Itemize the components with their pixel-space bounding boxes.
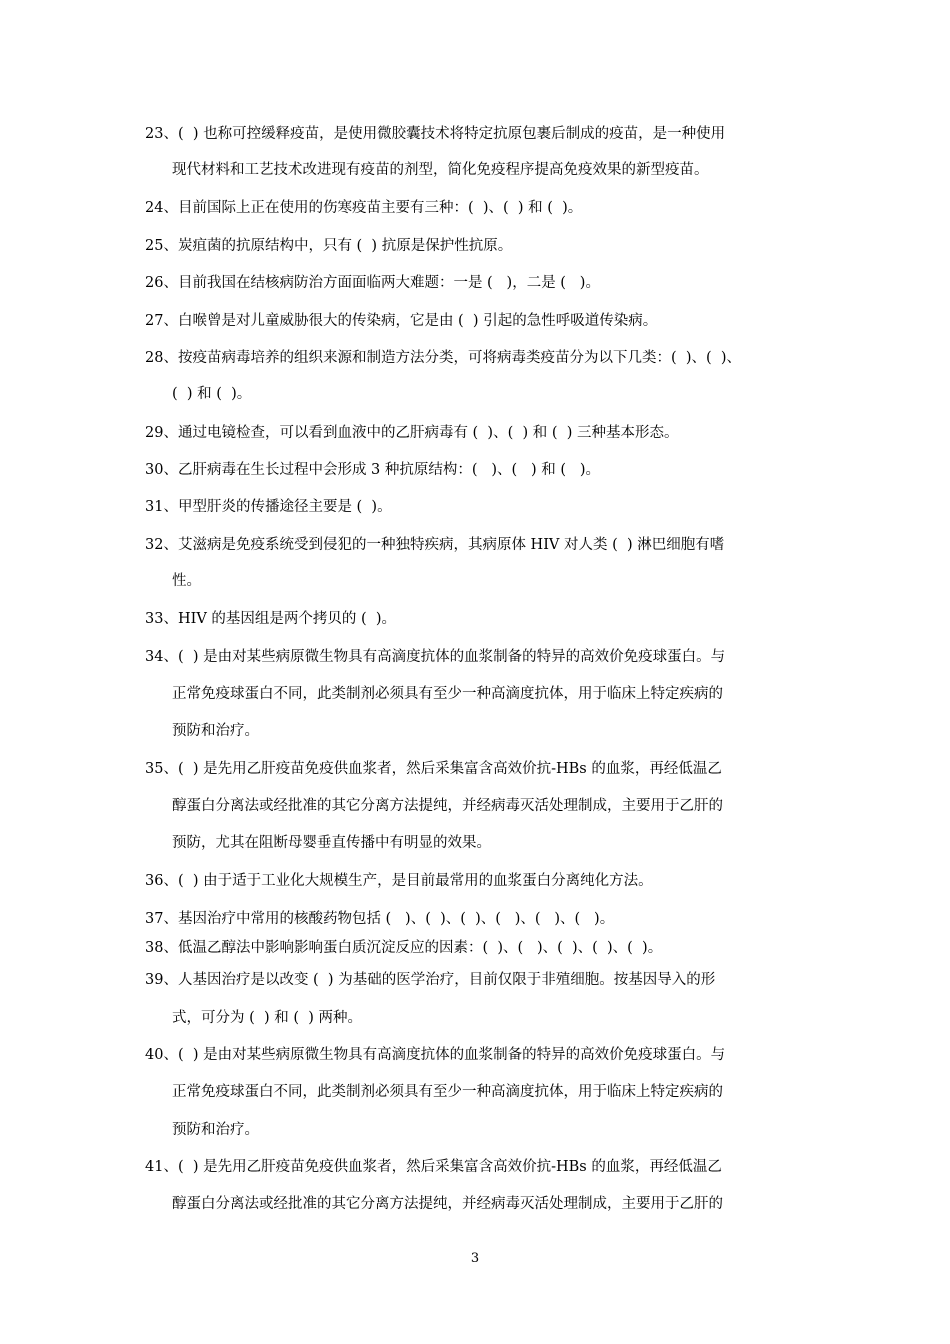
question-line: 35、( ) 是先用乙肝疫苗免疫供血浆者，然后采集富含高效价抗-HBs 的血浆，再经低温乙 xyxy=(145,761,722,777)
page-number: 3 xyxy=(470,1251,480,1266)
question-line: 正常免疫球蛋白不同，此类制剂必须具有至少一种高滴度抗体，用于临床上特定疾病的 xyxy=(172,686,723,702)
question-line: 式，可分为 ( ) 和 ( ) 两种。 xyxy=(172,1010,363,1026)
question-line: 现代材料和工艺技术改进现有疫苗的剂型，简化免疫程序提高免疫效果的新型疫苗。 xyxy=(172,162,709,178)
question-line: 预防和治疗。 xyxy=(172,723,259,739)
question-line: 32、艾滋病是免疫系统受到侵犯的一种独特疾病，其病原体 HIV 对人类 ( ) 淋巴细胞有嗜 xyxy=(145,537,725,553)
question-line: 30、乙肝病毒在生长过程中会形成 3 种抗原结构：( )、( ) 和 ( )。 xyxy=(145,462,601,478)
question-line: 31、甲型肝炎的传播途径主要是 ( )。 xyxy=(145,499,392,515)
question-line: 37、基因治疗中常用的核酸药物包括 ( )、( )、( )、( )、( )、( )。 xyxy=(145,911,615,927)
question-line: 41、( ) 是先用乙肝疫苗免疫供血浆者，然后采集富含高效价抗-HBs 的血浆，再经低温乙 xyxy=(145,1159,722,1175)
question-line: 26、目前我国在结核病防治方面面临两大难题：一是 ( )，二是 ( )。 xyxy=(145,275,600,291)
question-line: 24、目前国际上正在使用的伤寒疫苗主要有三种：( )、( ) 和 ( )。 xyxy=(145,200,583,216)
question-line: 醇蛋白分离法或经批准的其它分离方法提纯，并经病毒灭活处理制成，主要用于乙肝的 xyxy=(172,798,723,814)
question-line: ( ) 和 ( )。 xyxy=(172,386,252,402)
question-line: 40、( ) 是由对某些病原微生物具有高滴度抗体的血浆制备的特异的高效价免疫球蛋白。与 xyxy=(145,1047,726,1063)
question-line: 23、( ) 也称可控缓释疫苗，是使用微胶囊技术将特定抗原包裹后制成的疫苗，是一种使用 xyxy=(145,126,726,142)
question-line: 36、( ) 由于适于工业化大规模生产，是目前最常用的血浆蛋白分离纯化方法。 xyxy=(145,873,653,889)
question-line: 正常免疫球蛋白不同，此类制剂必须具有至少一种高滴度抗体，用于临床上特定疾病的 xyxy=(172,1084,723,1100)
question-line: 27、白喉曾是对儿童威胁很大的传染病，它是由 ( ) 引起的急性呼吸道传染病。 xyxy=(145,313,658,329)
question-line: 33、HIV 的基因组是两个拷贝的 ( )。 xyxy=(145,611,397,627)
question-line: 29、通过电镜检查，可以看到血液中的乙肝病毒有 ( )、( ) 和 ( ) 三种基本形态。 xyxy=(145,425,679,441)
question-line: 预防，尤其在阻断母婴垂直传播中有明显的效果。 xyxy=(172,835,491,851)
question-line: 28、按疫苗病毒培养的组织来源和制造方法分类，可将病毒类疫苗分为以下几类：( )、( )、 xyxy=(145,350,742,366)
question-line: 39、人基因治疗是以改变 ( ) 为基础的医学治疗，目前仅限于非殖细胞。按基因导入的形 xyxy=(145,972,716,988)
question-line: 34、( ) 是由对某些病原微生物具有高滴度抗体的血浆制备的特异的高效价免疫球蛋白。与 xyxy=(145,649,726,665)
question-line: 性。 xyxy=(172,573,201,589)
question-line: 38、低温乙醇法中影响影响蛋白质沉淀反应的因素：( )、( )、( )、( )、( )。 xyxy=(145,940,663,956)
question-line: 醇蛋白分离法或经批准的其它分离方法提纯，并经病毒灭活处理制成，主要用于乙肝的 xyxy=(172,1196,723,1212)
question-line: 25、炭疽菌的抗原结构中，只有 ( ) 抗原是保护性抗原。 xyxy=(145,238,513,254)
question-line: 预防和治疗。 xyxy=(172,1122,259,1138)
